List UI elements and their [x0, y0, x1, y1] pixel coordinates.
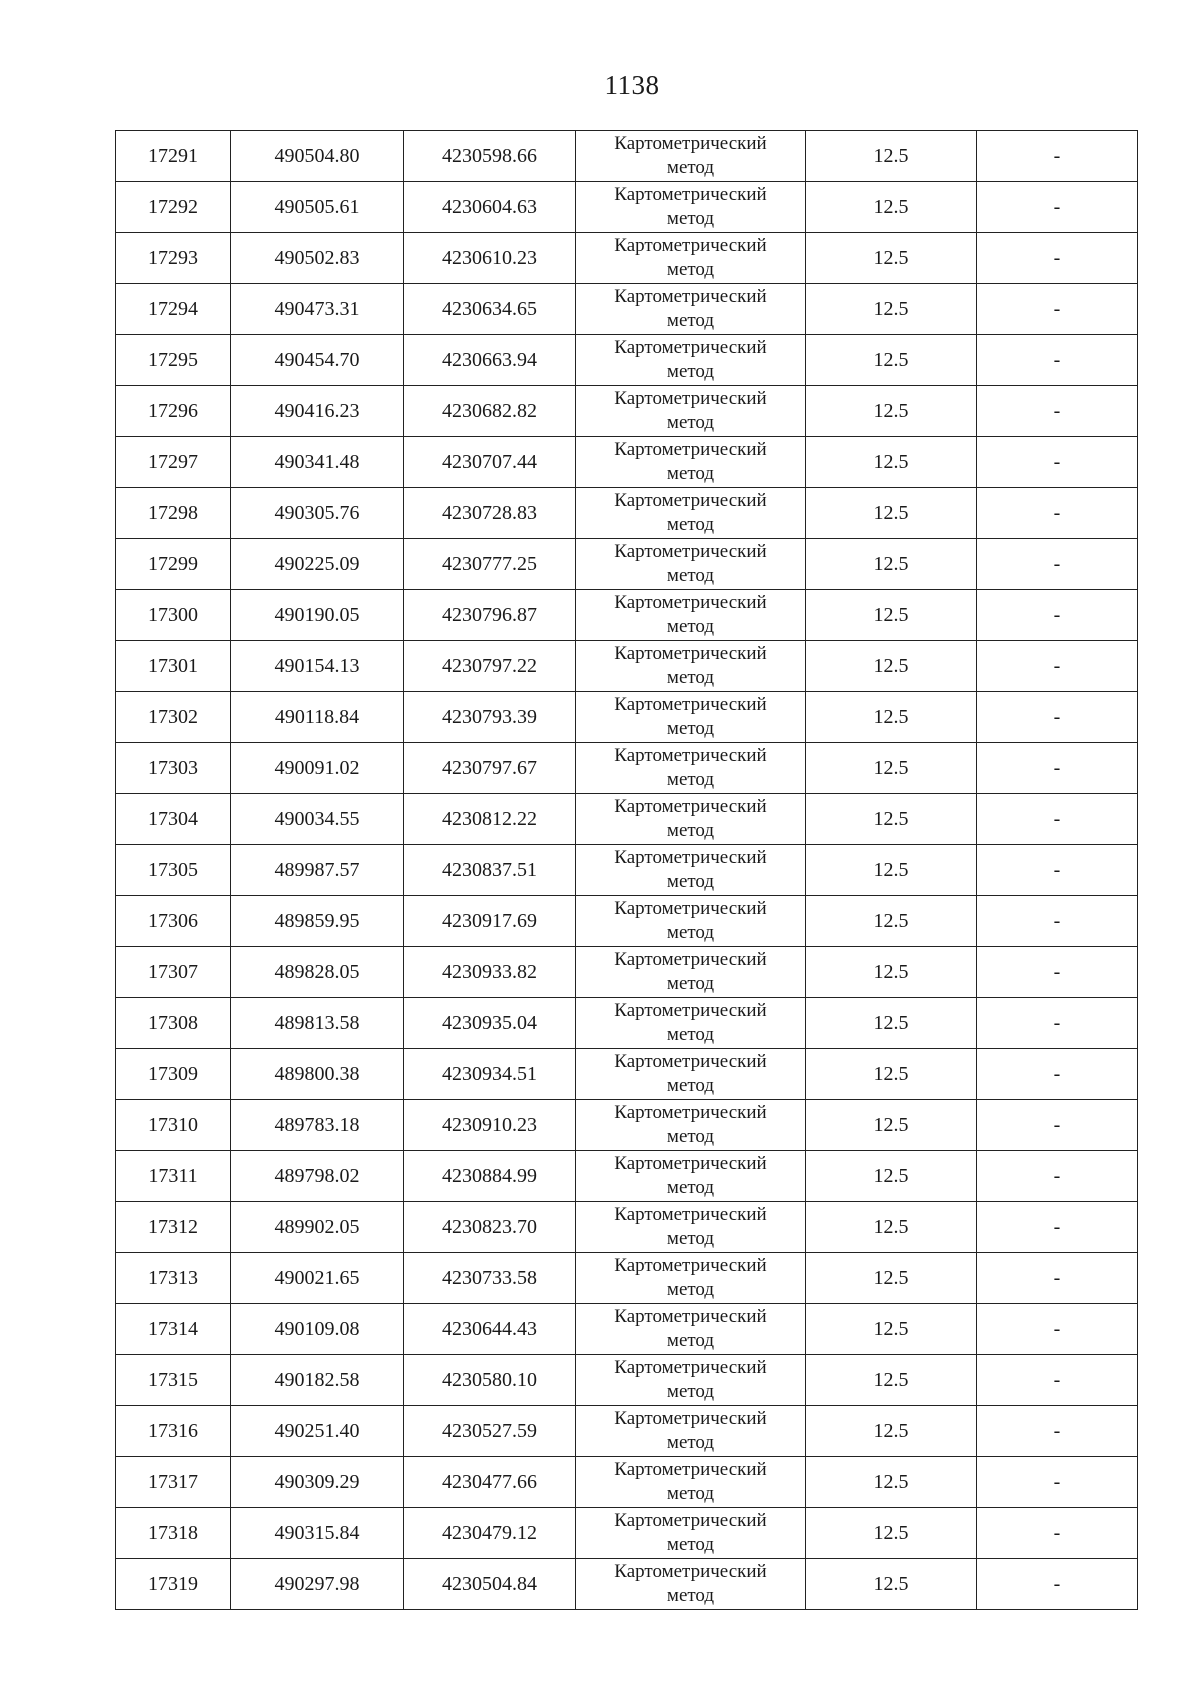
- x-coordinate-cell: 489859.95: [231, 896, 404, 947]
- table-row: [116, 1508, 1138, 1559]
- table-row: [116, 1253, 1138, 1304]
- method-cell: [576, 1151, 806, 1202]
- note-cell: -: [977, 488, 1138, 539]
- method-text-line1: Картометрический: [614, 1051, 767, 1072]
- method-text-line2: метод: [666, 1585, 715, 1606]
- point-number-cell: 17299: [116, 539, 231, 590]
- note-cell: -: [977, 539, 1138, 590]
- note-cell: -: [977, 1049, 1138, 1100]
- note-cell: -: [977, 1559, 1138, 1610]
- method-text-line1: Картометрический: [614, 1357, 767, 1378]
- y-coordinate-cell: 4230644.43: [404, 1304, 576, 1355]
- note-cell: -: [977, 1406, 1138, 1457]
- y-coordinate-cell: 4230910.23: [404, 1100, 576, 1151]
- coordinates-table: [115, 130, 1138, 1610]
- accuracy-cell: 12.5: [806, 437, 977, 488]
- method-cell: [576, 692, 806, 743]
- note-cell: -: [977, 845, 1138, 896]
- accuracy-cell: 12.5: [806, 488, 977, 539]
- method-cell: [576, 182, 806, 233]
- accuracy-cell: 12.5: [806, 1151, 977, 1202]
- note-cell: -: [977, 335, 1138, 386]
- method-text-line1: Картометрический: [614, 235, 767, 256]
- method-text-line1: Картометрический: [614, 286, 767, 307]
- method-text-line2: метод: [666, 1381, 715, 1402]
- y-coordinate-cell: 4230796.87: [404, 590, 576, 641]
- y-coordinate-cell: 4230598.66: [404, 131, 576, 182]
- method-text-line2: метод: [666, 871, 715, 892]
- point-number-cell: 17312: [116, 1202, 231, 1253]
- method-text-line2: метод: [666, 361, 715, 382]
- point-number-cell: 17311: [116, 1151, 231, 1202]
- x-coordinate-cell: 489800.38: [231, 1049, 404, 1100]
- y-coordinate-cell: 4230707.44: [404, 437, 576, 488]
- method-text-line2: метод: [666, 310, 715, 331]
- point-number-cell: 17319: [116, 1559, 231, 1610]
- note-cell: -: [977, 182, 1138, 233]
- point-number-cell: 17294: [116, 284, 231, 335]
- y-coordinate-cell: 4230934.51: [404, 1049, 576, 1100]
- method-text-line2: метод: [666, 718, 715, 739]
- method-text-line2: метод: [666, 1075, 715, 1096]
- note-cell: -: [977, 1253, 1138, 1304]
- table-row: [116, 335, 1138, 386]
- note-cell: -: [977, 386, 1138, 437]
- method-text-line1: Картометрический: [614, 1204, 767, 1225]
- method-cell: [576, 947, 806, 998]
- accuracy-cell: 12.5: [806, 1049, 977, 1100]
- point-number-cell: 17300: [116, 590, 231, 641]
- method-cell: [576, 335, 806, 386]
- y-coordinate-cell: 4230663.94: [404, 335, 576, 386]
- y-coordinate-cell: 4230797.22: [404, 641, 576, 692]
- point-number-cell: 17293: [116, 233, 231, 284]
- note-cell: -: [977, 947, 1138, 998]
- table-row: [116, 131, 1138, 182]
- point-number-cell: 17316: [116, 1406, 231, 1457]
- table-row: [116, 488, 1138, 539]
- accuracy-cell: 12.5: [806, 1559, 977, 1610]
- y-coordinate-cell: 4230610.23: [404, 233, 576, 284]
- table-row: [116, 692, 1138, 743]
- method-cell: [576, 437, 806, 488]
- note-cell: -: [977, 1508, 1138, 1559]
- method-text-line1: Картометрический: [614, 1510, 767, 1531]
- method-text-line1: Картометрический: [614, 1408, 767, 1429]
- method-cell: [576, 131, 806, 182]
- method-text-line1: Картометрический: [614, 1102, 767, 1123]
- method-text-line2: метод: [666, 157, 715, 178]
- accuracy-cell: 12.5: [806, 131, 977, 182]
- y-coordinate-cell: 4230917.69: [404, 896, 576, 947]
- coordinates-table-body: [116, 131, 1138, 1610]
- point-number-cell: 17317: [116, 1457, 231, 1508]
- point-number-cell: 17298: [116, 488, 231, 539]
- method-text-line2: метод: [666, 463, 715, 484]
- y-coordinate-cell: 4230884.99: [404, 1151, 576, 1202]
- method-cell: [576, 845, 806, 896]
- method-text-line2: метод: [666, 769, 715, 790]
- note-cell: -: [977, 692, 1138, 743]
- y-coordinate-cell: 4230580.10: [404, 1355, 576, 1406]
- note-cell: -: [977, 896, 1138, 947]
- note-cell: -: [977, 590, 1138, 641]
- x-coordinate-cell: 490118.84: [231, 692, 404, 743]
- point-number-cell: 17292: [116, 182, 231, 233]
- x-coordinate-cell: 490309.29: [231, 1457, 404, 1508]
- method-text-line2: метод: [666, 412, 715, 433]
- method-text-line1: Картометрический: [614, 745, 767, 766]
- table-row: [116, 794, 1138, 845]
- point-number-cell: 17315: [116, 1355, 231, 1406]
- method-text-line2: метод: [666, 667, 715, 688]
- method-cell: [576, 1508, 806, 1559]
- method-text-line2: метод: [666, 208, 715, 229]
- method-cell: [576, 641, 806, 692]
- y-coordinate-cell: 4230933.82: [404, 947, 576, 998]
- note-cell: -: [977, 1304, 1138, 1355]
- method-text-line1: Картометрический: [614, 796, 767, 817]
- table-row: [116, 896, 1138, 947]
- x-coordinate-cell: 490225.09: [231, 539, 404, 590]
- note-cell: -: [977, 1457, 1138, 1508]
- table-row: [116, 845, 1138, 896]
- method-text-line1: Картометрический: [614, 337, 767, 358]
- accuracy-cell: 12.5: [806, 998, 977, 1049]
- method-text-line1: Картометрический: [614, 643, 767, 664]
- table-row: [116, 284, 1138, 335]
- accuracy-cell: 12.5: [806, 947, 977, 998]
- method-cell: [576, 896, 806, 947]
- point-number-cell: 17301: [116, 641, 231, 692]
- method-text-line2: метод: [666, 1330, 715, 1351]
- method-text-line1: Картометрический: [614, 490, 767, 511]
- point-number-cell: 17304: [116, 794, 231, 845]
- x-coordinate-cell: 490416.23: [231, 386, 404, 437]
- method-text-line1: Картометрический: [614, 694, 767, 715]
- x-coordinate-cell: 490034.55: [231, 794, 404, 845]
- point-number-cell: 17303: [116, 743, 231, 794]
- method-cell: [576, 233, 806, 284]
- method-text-line1: Картометрический: [614, 133, 767, 154]
- table-row: [116, 539, 1138, 590]
- x-coordinate-cell: 490182.58: [231, 1355, 404, 1406]
- accuracy-cell: 12.5: [806, 1304, 977, 1355]
- accuracy-cell: 12.5: [806, 1508, 977, 1559]
- method-text-line2: метод: [666, 1483, 715, 1504]
- accuracy-cell: 12.5: [806, 233, 977, 284]
- point-number-cell: 17297: [116, 437, 231, 488]
- y-coordinate-cell: 4230728.83: [404, 488, 576, 539]
- note-cell: -: [977, 743, 1138, 794]
- method-text-line1: Картометрический: [614, 388, 767, 409]
- accuracy-cell: 12.5: [806, 1406, 977, 1457]
- method-text-line1: Картометрический: [614, 898, 767, 919]
- point-number-cell: 17302: [116, 692, 231, 743]
- x-coordinate-cell: 489902.05: [231, 1202, 404, 1253]
- x-coordinate-cell: 490109.08: [231, 1304, 404, 1355]
- x-coordinate-cell: 489783.18: [231, 1100, 404, 1151]
- accuracy-cell: 12.5: [806, 1253, 977, 1304]
- method-text-line1: Картометрический: [614, 1306, 767, 1327]
- accuracy-cell: 12.5: [806, 335, 977, 386]
- table-row: [116, 1559, 1138, 1610]
- x-coordinate-cell: 490454.70: [231, 335, 404, 386]
- table-row: [116, 998, 1138, 1049]
- method-cell: [576, 1355, 806, 1406]
- note-cell: -: [977, 284, 1138, 335]
- method-cell: [576, 539, 806, 590]
- x-coordinate-cell: 490305.76: [231, 488, 404, 539]
- point-number-cell: 17307: [116, 947, 231, 998]
- accuracy-cell: 12.5: [806, 539, 977, 590]
- method-cell: [576, 1304, 806, 1355]
- accuracy-cell: 12.5: [806, 692, 977, 743]
- method-text-line2: метод: [666, 1279, 715, 1300]
- accuracy-cell: 12.5: [806, 641, 977, 692]
- accuracy-cell: 12.5: [806, 1100, 977, 1151]
- method-text-line2: метод: [666, 1024, 715, 1045]
- x-coordinate-cell: 490473.31: [231, 284, 404, 335]
- method-text-line1: Картометрический: [614, 847, 767, 868]
- table-row: [116, 1457, 1138, 1508]
- x-coordinate-cell: 490091.02: [231, 743, 404, 794]
- table-row: [116, 1355, 1138, 1406]
- x-coordinate-cell: 490154.13: [231, 641, 404, 692]
- accuracy-cell: 12.5: [806, 386, 977, 437]
- method-text-line2: метод: [666, 922, 715, 943]
- x-coordinate-cell: 489798.02: [231, 1151, 404, 1202]
- table-row: [116, 641, 1138, 692]
- y-coordinate-cell: 4230777.25: [404, 539, 576, 590]
- page-number: 1138: [604, 70, 660, 100]
- point-number-cell: 17296: [116, 386, 231, 437]
- method-cell: [576, 1049, 806, 1100]
- table-row: [116, 182, 1138, 233]
- y-coordinate-cell: 4230793.39: [404, 692, 576, 743]
- accuracy-cell: 12.5: [806, 845, 977, 896]
- y-coordinate-cell: 4230604.63: [404, 182, 576, 233]
- method-text-line1: Картометрический: [614, 1000, 767, 1021]
- method-text-line2: метод: [666, 973, 715, 994]
- accuracy-cell: 12.5: [806, 1355, 977, 1406]
- point-number-cell: 17308: [116, 998, 231, 1049]
- table-row: [116, 1304, 1138, 1355]
- y-coordinate-cell: 4230634.65: [404, 284, 576, 335]
- method-text-line2: метод: [666, 259, 715, 280]
- method-text-line2: метод: [666, 616, 715, 637]
- note-cell: -: [977, 437, 1138, 488]
- x-coordinate-cell: 490021.65: [231, 1253, 404, 1304]
- table-row: [116, 1202, 1138, 1253]
- method-text-line2: метод: [666, 1432, 715, 1453]
- y-coordinate-cell: 4230504.84: [404, 1559, 576, 1610]
- method-cell: [576, 590, 806, 641]
- table-row: [116, 590, 1138, 641]
- table-row: [116, 743, 1138, 794]
- method-cell: [576, 1457, 806, 1508]
- method-cell: [576, 1100, 806, 1151]
- accuracy-cell: 12.5: [806, 1202, 977, 1253]
- method-cell: [576, 1406, 806, 1457]
- x-coordinate-cell: 490251.40: [231, 1406, 404, 1457]
- method-cell: [576, 998, 806, 1049]
- x-coordinate-cell: 489987.57: [231, 845, 404, 896]
- method-cell: [576, 386, 806, 437]
- method-text-line2: метод: [666, 820, 715, 841]
- method-text-line2: метод: [666, 1228, 715, 1249]
- point-number-cell: 17305: [116, 845, 231, 896]
- accuracy-cell: 12.5: [806, 284, 977, 335]
- table-row: [116, 947, 1138, 998]
- note-cell: -: [977, 1202, 1138, 1253]
- method-cell: [576, 488, 806, 539]
- point-number-cell: 17309: [116, 1049, 231, 1100]
- y-coordinate-cell: 4230935.04: [404, 998, 576, 1049]
- method-cell: [576, 284, 806, 335]
- accuracy-cell: 12.5: [806, 182, 977, 233]
- method-text-line1: Картометрический: [614, 1153, 767, 1174]
- method-cell: [576, 743, 806, 794]
- note-cell: -: [977, 233, 1138, 284]
- y-coordinate-cell: 4230823.70: [404, 1202, 576, 1253]
- x-coordinate-cell: 490297.98: [231, 1559, 404, 1610]
- point-number-cell: 17310: [116, 1100, 231, 1151]
- table-row: [116, 386, 1138, 437]
- table-row: [116, 233, 1138, 284]
- accuracy-cell: 12.5: [806, 896, 977, 947]
- accuracy-cell: 12.5: [806, 743, 977, 794]
- method-cell: [576, 1253, 806, 1304]
- y-coordinate-cell: 4230479.12: [404, 1508, 576, 1559]
- table-row: [116, 1100, 1138, 1151]
- method-text-line1: Картометрический: [614, 949, 767, 970]
- accuracy-cell: 12.5: [806, 794, 977, 845]
- x-coordinate-cell: 490504.80: [231, 131, 404, 182]
- x-coordinate-cell: 490190.05: [231, 590, 404, 641]
- accuracy-cell: 12.5: [806, 590, 977, 641]
- point-number-cell: 17313: [116, 1253, 231, 1304]
- x-coordinate-cell: 490502.83: [231, 233, 404, 284]
- method-text-line1: Картометрический: [614, 592, 767, 613]
- method-text-line1: Картометрический: [614, 541, 767, 562]
- method-text-line2: метод: [666, 1177, 715, 1198]
- point-number-cell: 17314: [116, 1304, 231, 1355]
- note-cell: -: [977, 998, 1138, 1049]
- point-number-cell: 17318: [116, 1508, 231, 1559]
- y-coordinate-cell: 4230837.51: [404, 845, 576, 896]
- point-number-cell: 17306: [116, 896, 231, 947]
- note-cell: -: [977, 1100, 1138, 1151]
- method-text-line1: Картометрический: [614, 1459, 767, 1480]
- note-cell: -: [977, 131, 1138, 182]
- method-text-line2: метод: [666, 1534, 715, 1555]
- method-text-line2: метод: [666, 514, 715, 535]
- point-number-cell: 17295: [116, 335, 231, 386]
- y-coordinate-cell: 4230477.66: [404, 1457, 576, 1508]
- method-text-line1: Картометрический: [614, 439, 767, 460]
- note-cell: -: [977, 794, 1138, 845]
- x-coordinate-cell: 490315.84: [231, 1508, 404, 1559]
- table-row: [116, 1151, 1138, 1202]
- y-coordinate-cell: 4230733.58: [404, 1253, 576, 1304]
- point-number-cell: 17291: [116, 131, 231, 182]
- table-row: [116, 1049, 1138, 1100]
- table-row: [116, 1406, 1138, 1457]
- accuracy-cell: 12.5: [806, 1457, 977, 1508]
- method-cell: [576, 1559, 806, 1610]
- method-text-line1: Картометрический: [614, 1561, 767, 1582]
- method-cell: [576, 794, 806, 845]
- y-coordinate-cell: 4230797.67: [404, 743, 576, 794]
- x-coordinate-cell: 489828.05: [231, 947, 404, 998]
- x-coordinate-cell: 490341.48: [231, 437, 404, 488]
- y-coordinate-cell: 4230812.22: [404, 794, 576, 845]
- method-text-line2: метод: [666, 565, 715, 586]
- table-row: [116, 437, 1138, 488]
- method-cell: [576, 1202, 806, 1253]
- y-coordinate-cell: 4230682.82: [404, 386, 576, 437]
- note-cell: -: [977, 641, 1138, 692]
- method-text-line1: Картометрический: [614, 1255, 767, 1276]
- method-text-line1: Картометрический: [614, 184, 767, 205]
- note-cell: -: [977, 1355, 1138, 1406]
- y-coordinate-cell: 4230527.59: [404, 1406, 576, 1457]
- note-cell: -: [977, 1151, 1138, 1202]
- method-text-line2: метод: [666, 1126, 715, 1147]
- x-coordinate-cell: 489813.58: [231, 998, 404, 1049]
- x-coordinate-cell: 490505.61: [231, 182, 404, 233]
